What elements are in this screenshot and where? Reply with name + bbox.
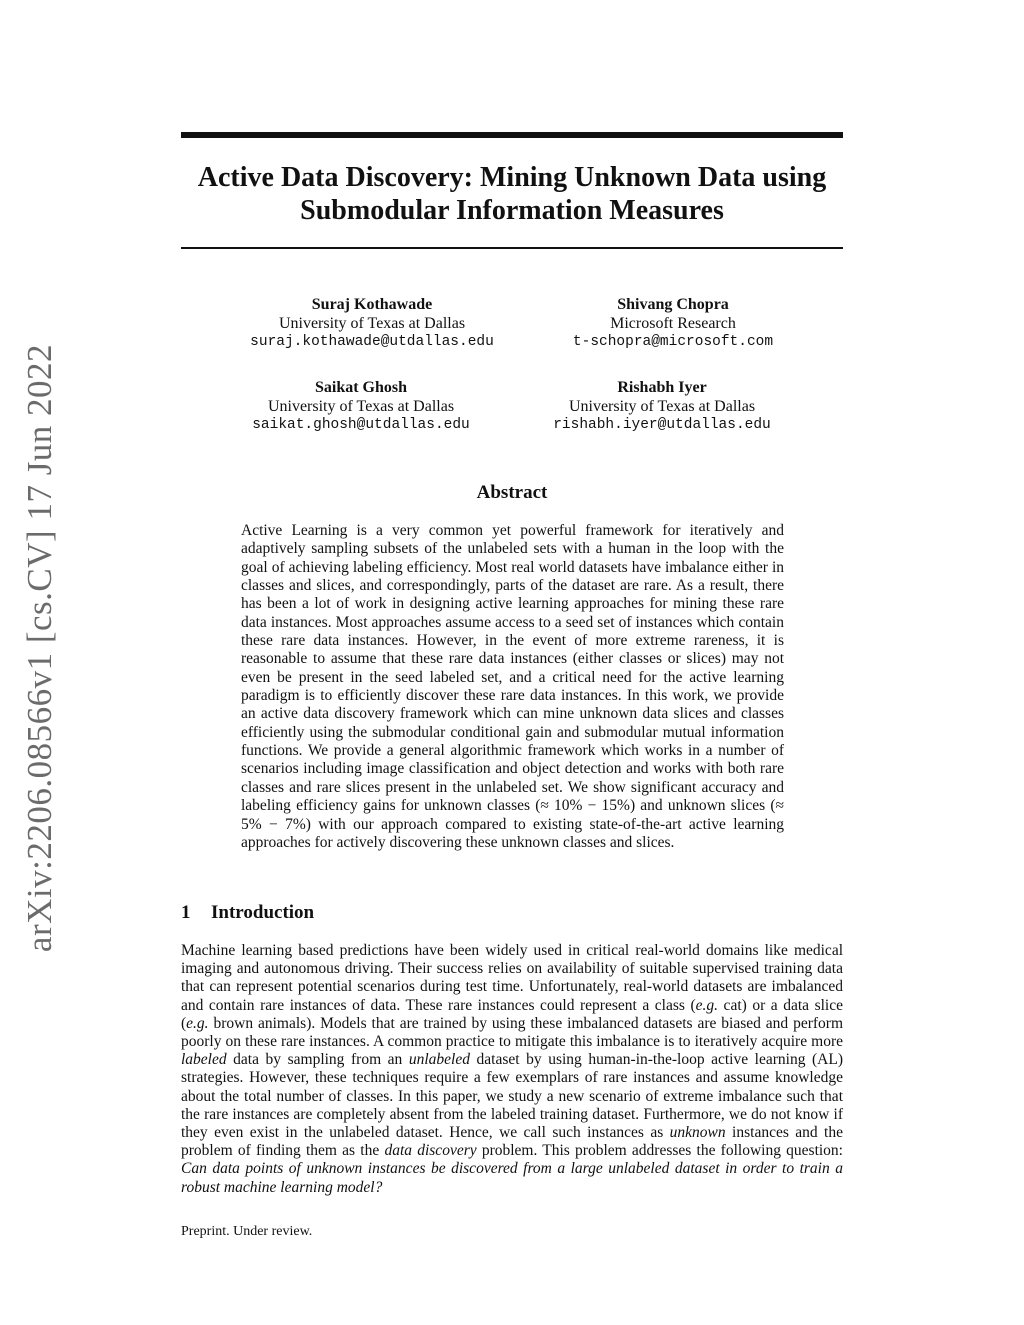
intro-emphasis: Can data points of unknown instances be discovered from a large unlabeled dataset in order to train a robust machine learning model? (181, 1160, 843, 1196)
author-name: Rishabh Iyer (617, 379, 707, 396)
arxiv-side-stamp (18, 343, 62, 952)
paper-title: Active Data Discovery: Mining Unknown Data using Submodular Information Measures (197, 162, 827, 226)
author-email: rishabh.iyer@utdallas.edu (553, 417, 771, 433)
author-affiliation: University of Texas at Dallas (278, 314, 466, 332)
intro-emphasis: unknown (669, 1124, 726, 1142)
title-bottom-rule (181, 247, 843, 249)
section-title: Introduction (211, 902, 315, 923)
introduction-paragraph (181, 942, 843, 1197)
author-block (211, 379, 511, 435)
intro-text: data by sampling from an (226, 1051, 409, 1069)
author-block (512, 379, 812, 435)
intro-text: Machine learning based predictions have been widely used in critical real-world domains like medical imaging and autonomous driving. Their success relies on availability of suitable supervised training data that can represent potential scenarios during test time. Unfortunately, real-world datasets are imbalanced and contain rare instances of data. These rare instances could represent a class ( (181, 942, 843, 1014)
author-email: saikat.ghosh@utdallas.edu (252, 417, 470, 433)
author-affiliation: Microsoft Research (610, 314, 736, 332)
author-email: t-schopra@microsoft.com (572, 334, 774, 350)
abstract-text: Active Learning is a very common yet powerful framework for iteratively and adaptively sampling subsets of the unlabeled sets with a human in the loop with the goal of achieving labeling efficiency. Most real world datasets have imbalance either in classes and slices, and correspondingly, parts of the dataset are rare. As a result, there has been a lot of work in designing active learning approaches for mining these rare data instances. Most approaches assume access to a seed set of instances which contain these rare data instances. However, in the event of more extreme rareness, it is reasonable to assume that these rare data instances (either classes or slices) may not even be present in the seed labeled set, and a critical need for the active learning paradigm is to efficiently discover these rare data instances. In this work, we provide an active data discovery framework which can mine unknown data slices and classes efficiently using the submodular conditional gain and submodular mutual information functions. We provide a general algorithmic framework which works in a number of scenarios including image classification and object detection and works with both rare classes and rare slices present in the unlabeled set. We show significant accuracy and labeling efficiency gains for unknown classes (≈ 10% − 15%) and unknown slices (≈ 5% − 7%) with our approach compared to existing state-of-the-art active learning approaches for actively discovering these unknown classes and slices. (241, 522, 784, 851)
section-number: 1 (181, 902, 191, 923)
author-name: Saikat Ghosh (314, 379, 408, 396)
intro-emphasis: e.g. (186, 1014, 209, 1032)
author-email: suraj.kothawade@utdallas.edu (250, 334, 494, 350)
intro-text: cat) or a data slice ( (181, 996, 843, 1032)
author-affiliation: University of Texas at Dallas (267, 397, 455, 415)
intro-text: problem. This problem addresses the following question: (476, 1142, 843, 1160)
title-top-rule (181, 132, 843, 138)
intro-text: dataset by using human-in-the-loop active learning (AL) strategies. However, these techniques require a few exemplars of rare instances and assume knowledge about the total number of classes. In this paper, we study a new scenario of extreme imbalance such that the rare instances are completely absent from the labeled training dataset. Furthermore, we do not know if they even exist in the unlabeled dataset. Hence, we call such instances as (181, 1051, 843, 1142)
author-name: Suraj Kothawade (311, 296, 433, 313)
author-block (222, 296, 522, 352)
intro-text: brown animals). Models that are trained by using these imbalanced datasets are biased and perform poorly on these rare instances. A common practice to mitigate this imbalance is to iteratively acquire more (181, 1014, 843, 1051)
intro-emphasis: e.g. (695, 996, 719, 1014)
preprint-footer: Preprint. Under review. (181, 1224, 313, 1239)
abstract-heading: Abstract (476, 482, 548, 503)
arxiv-identifier: arXiv:2206.08566v1 [cs.CV] 17 Jun 2022 (20, 343, 59, 952)
author-affiliation: University of Texas at Dallas (568, 397, 756, 415)
author-block (523, 296, 823, 352)
intro-emphasis: unlabeled (408, 1051, 470, 1069)
author-name: Shivang Chopra (617, 296, 729, 313)
intro-emphasis: data discovery (384, 1142, 477, 1160)
intro-emphasis: labeled (181, 1051, 227, 1069)
intro-text: instances and the problem of finding them as the (181, 1124, 843, 1160)
section-heading (181, 902, 314, 924)
